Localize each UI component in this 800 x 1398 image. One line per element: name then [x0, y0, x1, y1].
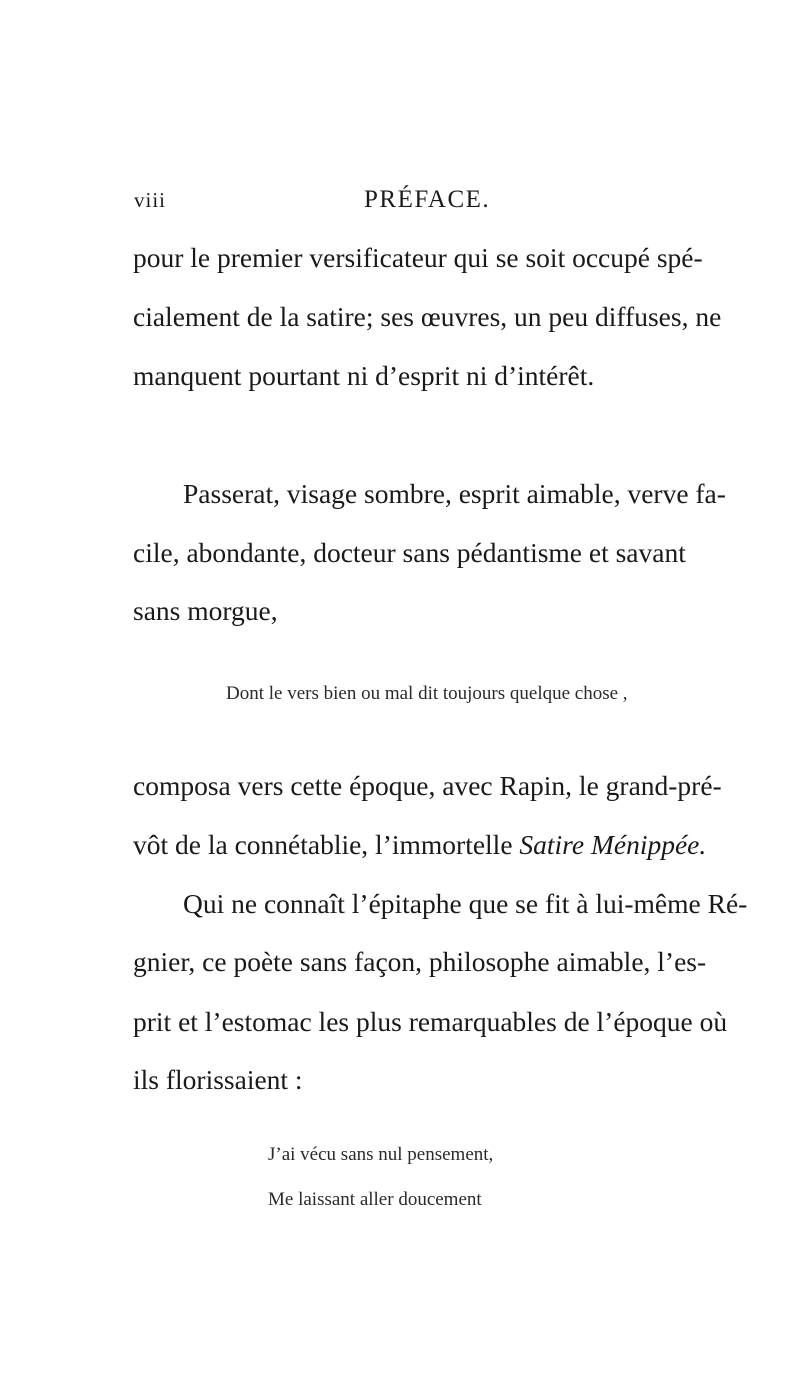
paragraph-3-line-1: composa vers cette époque, avec Rapin, le grand-pré- [133, 770, 722, 801]
paragraph-2-line-1: Passerat, visage sombre, esprit aimable, verve fa- [183, 478, 726, 509]
paragraph-1-line-1: pour le premier versificateur qui se soit occupé spé- [133, 242, 703, 273]
paragraph-4-line-2: gnier, ce poète sans façon, philosophe aimable, l’es- [133, 946, 707, 977]
page-number: viii [134, 188, 167, 212]
work-title: Satire Ménippée. [519, 829, 707, 860]
paragraph-3-line-2-text: vôt de la connétablie, l’immortelle [133, 829, 520, 860]
paragraph-2-line-3: sans morgue, [133, 595, 278, 626]
paragraph-1-line-2: cialement de la satire; ses œuvres, un peu diffuses, ne [133, 301, 722, 332]
page-header [134, 188, 754, 218]
running-title: PRÉFACE. [364, 186, 491, 213]
verse-quote-line: Dont le vers bien ou mal dit toujours quelque chose , [226, 683, 628, 704]
paragraph-4-line-3: prit et l’estomac les plus remarquables de l’époque où [133, 1006, 728, 1037]
paragraph-3-line-2 [133, 831, 706, 859]
epitaph-line-2: Me laissant aller doucement [268, 1189, 482, 1210]
paragraph-4-line-1: Qui ne connaît l’épitaphe que se fit à lui-même Ré- [183, 888, 748, 919]
paragraph-2-line-2: cile, abondante, docteur sans pédantisme et savant [133, 537, 686, 568]
epitaph-line-1: J’ai vécu sans nul pensement, [268, 1144, 494, 1165]
paragraph-4-line-4: ils florissaient : [133, 1064, 303, 1095]
paragraph-1-line-3: manquent pourtant ni d’esprit ni d’intérêt. [133, 360, 595, 391]
